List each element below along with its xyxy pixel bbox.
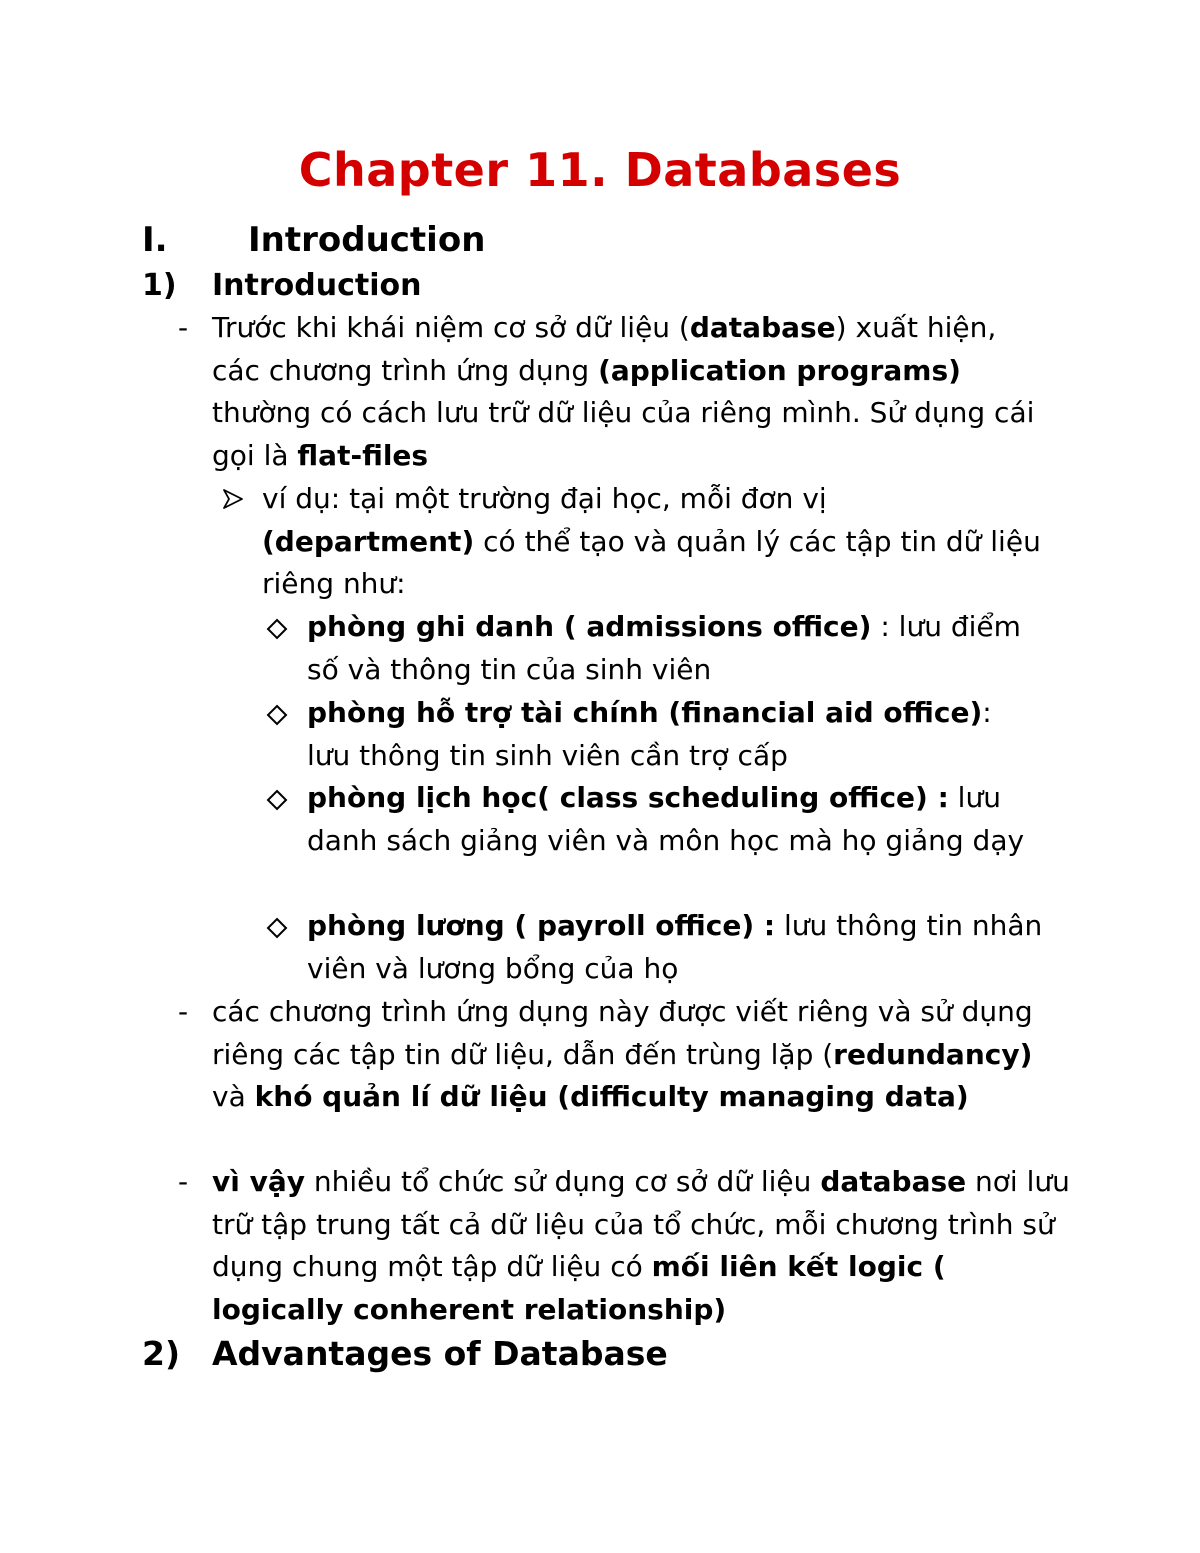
example-paragraph: ví dụ: tại một trường đại học, mỗi đơn vị (department) có thể tạo và quản lý các tập tin dữ liệu riêng như:: [262, 482, 1041, 601]
paragraph-redundancy: các chương trình ứng dụng này được viết riêng và sử dụng riêng các tập tin dữ liệu, dẫn đến trùng lặp (redundancy) và khó quản lí dữ liệu (difficulty managing data): [212, 995, 1033, 1114]
subsection-number-1: 1): [142, 268, 177, 303]
office-item-admissions: phòng ghi danh ( admissions office) : lưu điểm số và thông tin của sinh viên: [307, 610, 1021, 686]
arrow-bullet-icon: [222, 488, 244, 510]
subsection-number-2: 2): [142, 1334, 181, 1373]
dash-bullet-2: -: [178, 995, 189, 1028]
diamond-bullet-icon: [266, 618, 288, 640]
diamond-bullet-icon: [266, 917, 288, 939]
section-label: Introduction: [248, 220, 486, 260]
subsection-label-1: Introduction: [212, 268, 422, 303]
dash-bullet-3: -: [178, 1165, 189, 1198]
section-heading: [142, 218, 485, 262]
office-item-financial-aid: phòng hỗ trợ tài chính (financial aid office): lưu thông tin sinh viên cần trợ cấp: [307, 696, 992, 772]
paragraph-before-databases: Trước khi khái niệm cơ sở dữ liệu (database) xuất hiện, các chương trình ứng dụng (application programs) thường có cách lưu trữ dữ liệu của riêng mình. Sử dụng cái gọi là flat-files: [212, 311, 1035, 472]
dash-bullet-1: -: [178, 311, 189, 344]
subsection-heading-2: [142, 1334, 668, 1374]
paragraph-database-centralized: vì vậy nhiều tổ chức sử dụng cơ sở dữ liệu database nơi lưu trữ tập trung tất cả dữ liệu của tổ chức, mỗi chương trình sử dụng chung một tập dữ liệu có mối liên kết logic ( logically conherent relationship): [212, 1165, 1070, 1326]
diamond-bullet-icon: [266, 789, 288, 811]
diamond-bullet-icon: [266, 704, 288, 726]
subsection-heading-1: [142, 266, 421, 306]
section-number: I.: [142, 220, 168, 260]
chapter-title: Chapter 11. Databases: [298, 143, 902, 197]
subsection-label-2: Advantages of Database: [212, 1334, 668, 1373]
office-item-class-scheduling: phòng lịch học( class scheduling office) : lưu danh sách giảng viên và môn học mà họ giảng dạy: [307, 781, 1025, 857]
office-item-payroll: phòng lương ( payroll office) : lưu thông tin nhân viên và lương bổng của họ: [307, 909, 1043, 985]
